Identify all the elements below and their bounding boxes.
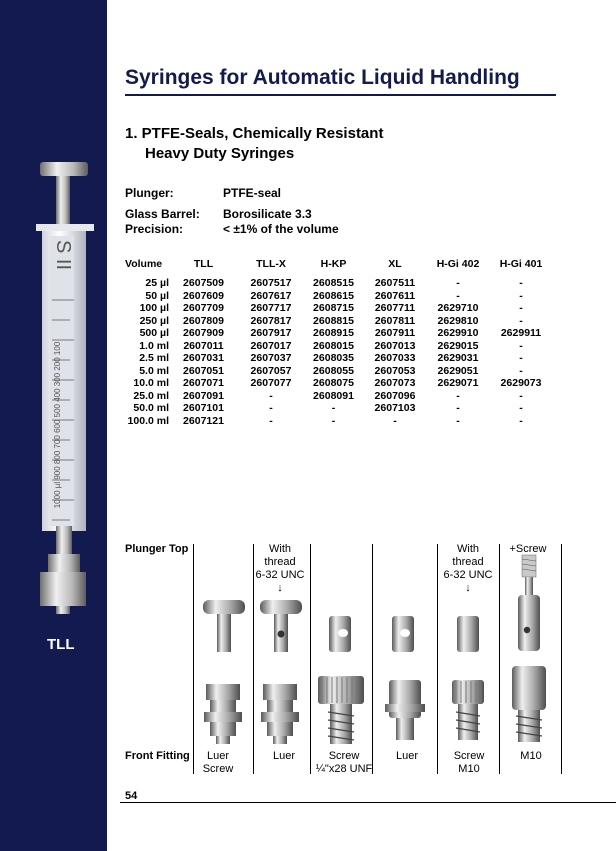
order-number-cell: 2608091 bbox=[313, 389, 354, 402]
note-line: 6-32 UNC bbox=[255, 569, 305, 581]
order-number-cell: - bbox=[519, 414, 523, 427]
front-fitting-name-xl bbox=[375, 750, 439, 763]
front-fitting-name-h-kp bbox=[312, 750, 376, 776]
volume-cell: 1.0 ml bbox=[139, 339, 169, 352]
order-number-cell: 2629051 bbox=[437, 364, 479, 377]
order-number-cell: 2607057 bbox=[250, 364, 292, 377]
col-header-h-gi-401: H-Gi 401 bbox=[499, 258, 543, 270]
fitting-name-line: Luer bbox=[395, 750, 419, 762]
page-title: Syringes for Automatic Liquid Handling bbox=[125, 66, 520, 89]
order-number-cell: 2608075 bbox=[313, 377, 354, 390]
order-number-cell: - bbox=[519, 339, 523, 352]
order-number-cell: - bbox=[519, 277, 523, 290]
front-fitting-h-kp bbox=[318, 676, 364, 744]
order-number-cell: - bbox=[456, 389, 460, 402]
order-number-cell: 2607017 bbox=[250, 339, 292, 352]
spec-value-plunger: PTFE-seal bbox=[223, 186, 282, 200]
syringe-brand-mark: S II bbox=[52, 239, 74, 271]
order-number-cell: 2607101 bbox=[183, 402, 224, 415]
front-fitting-tll-x bbox=[261, 684, 299, 744]
col-header-tll: TLL bbox=[193, 258, 214, 270]
front-fitting-xl bbox=[385, 680, 425, 740]
order-number-cell: - bbox=[393, 414, 397, 427]
order-number-cell: - bbox=[519, 289, 523, 302]
order-number-cell: 2607917 bbox=[250, 327, 292, 340]
order-number-cell: - bbox=[269, 402, 273, 415]
order-number-cell: 2608715 bbox=[313, 302, 354, 315]
front-fitting-name-tll bbox=[186, 750, 250, 776]
order-number-cell: - bbox=[519, 389, 523, 402]
note-line: +Screw bbox=[509, 543, 547, 555]
order-number-cell: - bbox=[331, 414, 336, 427]
order-number-cell: 2607033 bbox=[374, 352, 416, 365]
col-header-h-gi-402: H-Gi 402 bbox=[436, 258, 480, 270]
order-number-cell: - bbox=[456, 277, 460, 290]
note-line: thread bbox=[264, 556, 296, 568]
fitting-name-line: M10 bbox=[458, 763, 480, 775]
volume-cell: 100.0 ml bbox=[127, 414, 169, 427]
order-number-cell: 2608915 bbox=[313, 327, 354, 340]
order-number-cell: 2607809 bbox=[183, 314, 224, 327]
volume-cell: 25.0 ml bbox=[133, 389, 169, 402]
order-number-cell: 2608015 bbox=[313, 339, 354, 352]
plunger-top-tll bbox=[203, 600, 245, 652]
syringe-markings: 1000 µl 900 800 700 600 500 400 300 200 100 bbox=[53, 341, 62, 509]
footer-rule bbox=[120, 802, 616, 803]
spec-value-glass-barrel: Borosilicate 3.3 bbox=[223, 207, 312, 221]
order-number-cell: 2607073 bbox=[374, 377, 416, 390]
order-number-cell: 2607053 bbox=[374, 364, 416, 377]
volume-cell: 50.0 ml bbox=[133, 402, 169, 415]
order-number-cell: 2607121 bbox=[183, 414, 224, 427]
front-fitting-name-h-gi-401 bbox=[499, 750, 563, 763]
order-number-cell: 2607077 bbox=[250, 377, 292, 390]
spec-label-plunger: Plunger: bbox=[125, 186, 174, 200]
order-number-cell: 2629071 bbox=[437, 377, 479, 390]
col-header-h-kp: H-KP bbox=[320, 258, 347, 270]
order-number-cell: 2607909 bbox=[183, 327, 224, 340]
fitting-name-line: ¼"x28 UNF bbox=[315, 763, 373, 775]
order-number-cell: - bbox=[456, 414, 460, 427]
order-number-cell: - bbox=[519, 364, 523, 377]
fitting-name-line: Screw bbox=[202, 763, 234, 775]
order-number-cell: 2629810 bbox=[437, 314, 479, 327]
note-line: With bbox=[457, 543, 479, 555]
order-number-cell: 2607509 bbox=[183, 277, 224, 290]
order-number-cell: 2607011 bbox=[183, 339, 224, 352]
order-number-cell: - bbox=[456, 402, 460, 415]
order-number-cell: 2607911 bbox=[374, 327, 416, 340]
order-number-cell: 2607096 bbox=[374, 389, 416, 402]
note-line: thread bbox=[452, 556, 484, 568]
order-number-cell: 2607103 bbox=[374, 402, 416, 415]
plunger-top-label: Plunger Top bbox=[125, 543, 189, 555]
volume-cell: 500 µl bbox=[139, 327, 169, 340]
order-number-cell: 2629015 bbox=[437, 339, 479, 352]
order-number-cell: 2607611 bbox=[374, 289, 416, 302]
down-arrow-icon: ↓ bbox=[277, 582, 283, 594]
front-fitting-name-tll-x bbox=[252, 750, 316, 763]
order-number-cell: 2607709 bbox=[183, 302, 224, 315]
order-number-cell: 2607037 bbox=[250, 352, 292, 365]
order-number-cell: 2607091 bbox=[183, 389, 224, 402]
down-arrow-icon: ↓ bbox=[465, 582, 471, 594]
volume-cell: 100 µl bbox=[139, 302, 169, 315]
section-heading-line1: 1. PTFE-Seals, Chemically Resistant bbox=[125, 125, 384, 142]
order-number-cell: 2607511 bbox=[374, 277, 416, 290]
model-label: TLL bbox=[47, 636, 75, 653]
fitting-name-line: Screw bbox=[328, 750, 360, 762]
order-number-cell: - bbox=[269, 414, 273, 427]
order-number-cell: 2607617 bbox=[250, 289, 292, 302]
fitting-name-line: Luer bbox=[272, 750, 296, 762]
order-number-cell: 2608035 bbox=[313, 352, 354, 365]
order-number-cell: 2607817 bbox=[250, 314, 292, 327]
order-number-cell: - bbox=[519, 402, 523, 415]
col-header-xl: XL bbox=[388, 258, 402, 270]
front-fitting-label: Front Fitting bbox=[125, 750, 190, 762]
order-number-cell: - bbox=[331, 402, 336, 415]
spec-value-precision: < ±1% of the volume bbox=[223, 222, 339, 236]
plunger-top-xl bbox=[392, 616, 414, 652]
order-number-cell: 2607013 bbox=[374, 339, 416, 352]
order-number-cell: 2608515 bbox=[313, 277, 354, 290]
volume-cell: 5.0 ml bbox=[139, 364, 169, 377]
col-header-volume: Volume bbox=[125, 258, 163, 270]
order-number-cell: 2607609 bbox=[183, 289, 224, 302]
order-number-cell: 2629910 bbox=[437, 327, 479, 340]
order-number-cell: 2607517 bbox=[250, 277, 292, 290]
order-number-cell: 2607717 bbox=[250, 302, 292, 315]
order-number-cell: - bbox=[519, 302, 523, 315]
order-number-cell: 2607051 bbox=[183, 364, 224, 377]
fitting-name-line: Screw bbox=[453, 750, 485, 762]
front-fitting-tll bbox=[204, 684, 242, 744]
volume-cell: 250 µl bbox=[139, 314, 169, 327]
fitting-name-line: Luer bbox=[206, 750, 230, 762]
volume-cell: 2.5 ml bbox=[139, 352, 169, 365]
note-line: With bbox=[269, 543, 291, 555]
page-number: 54 bbox=[125, 790, 138, 802]
order-number-cell: 2607031 bbox=[183, 352, 224, 365]
plunger-top-h-gi-401 bbox=[518, 555, 540, 651]
note-line: 6-32 UNC bbox=[443, 569, 493, 581]
order-number-cell: 2629073 bbox=[500, 377, 542, 390]
order-number-cell: 2608815 bbox=[313, 314, 354, 327]
order-number-cell: 2629031 bbox=[437, 352, 479, 365]
order-number-cell: - bbox=[456, 289, 460, 302]
volume-cell: 25 µl bbox=[145, 277, 169, 290]
spec-label-precision: Precision: bbox=[125, 222, 184, 236]
order-number-cell: 2607071 bbox=[183, 377, 224, 390]
fitting-name-line: M10 bbox=[520, 750, 542, 762]
volume-cell: 50 µl bbox=[145, 289, 169, 302]
order-number-cell: 2608055 bbox=[313, 364, 354, 377]
col-header-tll-x: TLL-X bbox=[256, 258, 286, 270]
order-number-cell: 2629911 bbox=[500, 327, 542, 340]
front-fitting-name-h-gi-402 bbox=[437, 750, 501, 776]
order-number-cell: 2607711 bbox=[374, 302, 416, 315]
order-number-cell: 2607811 bbox=[374, 314, 416, 327]
section-heading-line2: Heavy Duty Syringes bbox=[145, 145, 295, 162]
plunger-top-h-kp bbox=[329, 616, 351, 652]
order-number-cell: - bbox=[519, 314, 523, 327]
order-number-cell: - bbox=[269, 389, 273, 402]
spec-label-glass-barrel: Glass Barrel: bbox=[125, 207, 200, 221]
front-fitting-h-gi-401 bbox=[512, 666, 546, 742]
plunger-top-h-gi-402 bbox=[457, 616, 479, 652]
volume-cell: 10.0 ml bbox=[133, 377, 169, 390]
front-fitting-h-gi-402 bbox=[452, 680, 484, 740]
order-number-cell: 2629710 bbox=[437, 302, 479, 315]
order-number-cell: - bbox=[519, 352, 523, 365]
order-number-cell: 2608615 bbox=[313, 289, 354, 302]
plunger-top-tll-x bbox=[260, 600, 302, 652]
